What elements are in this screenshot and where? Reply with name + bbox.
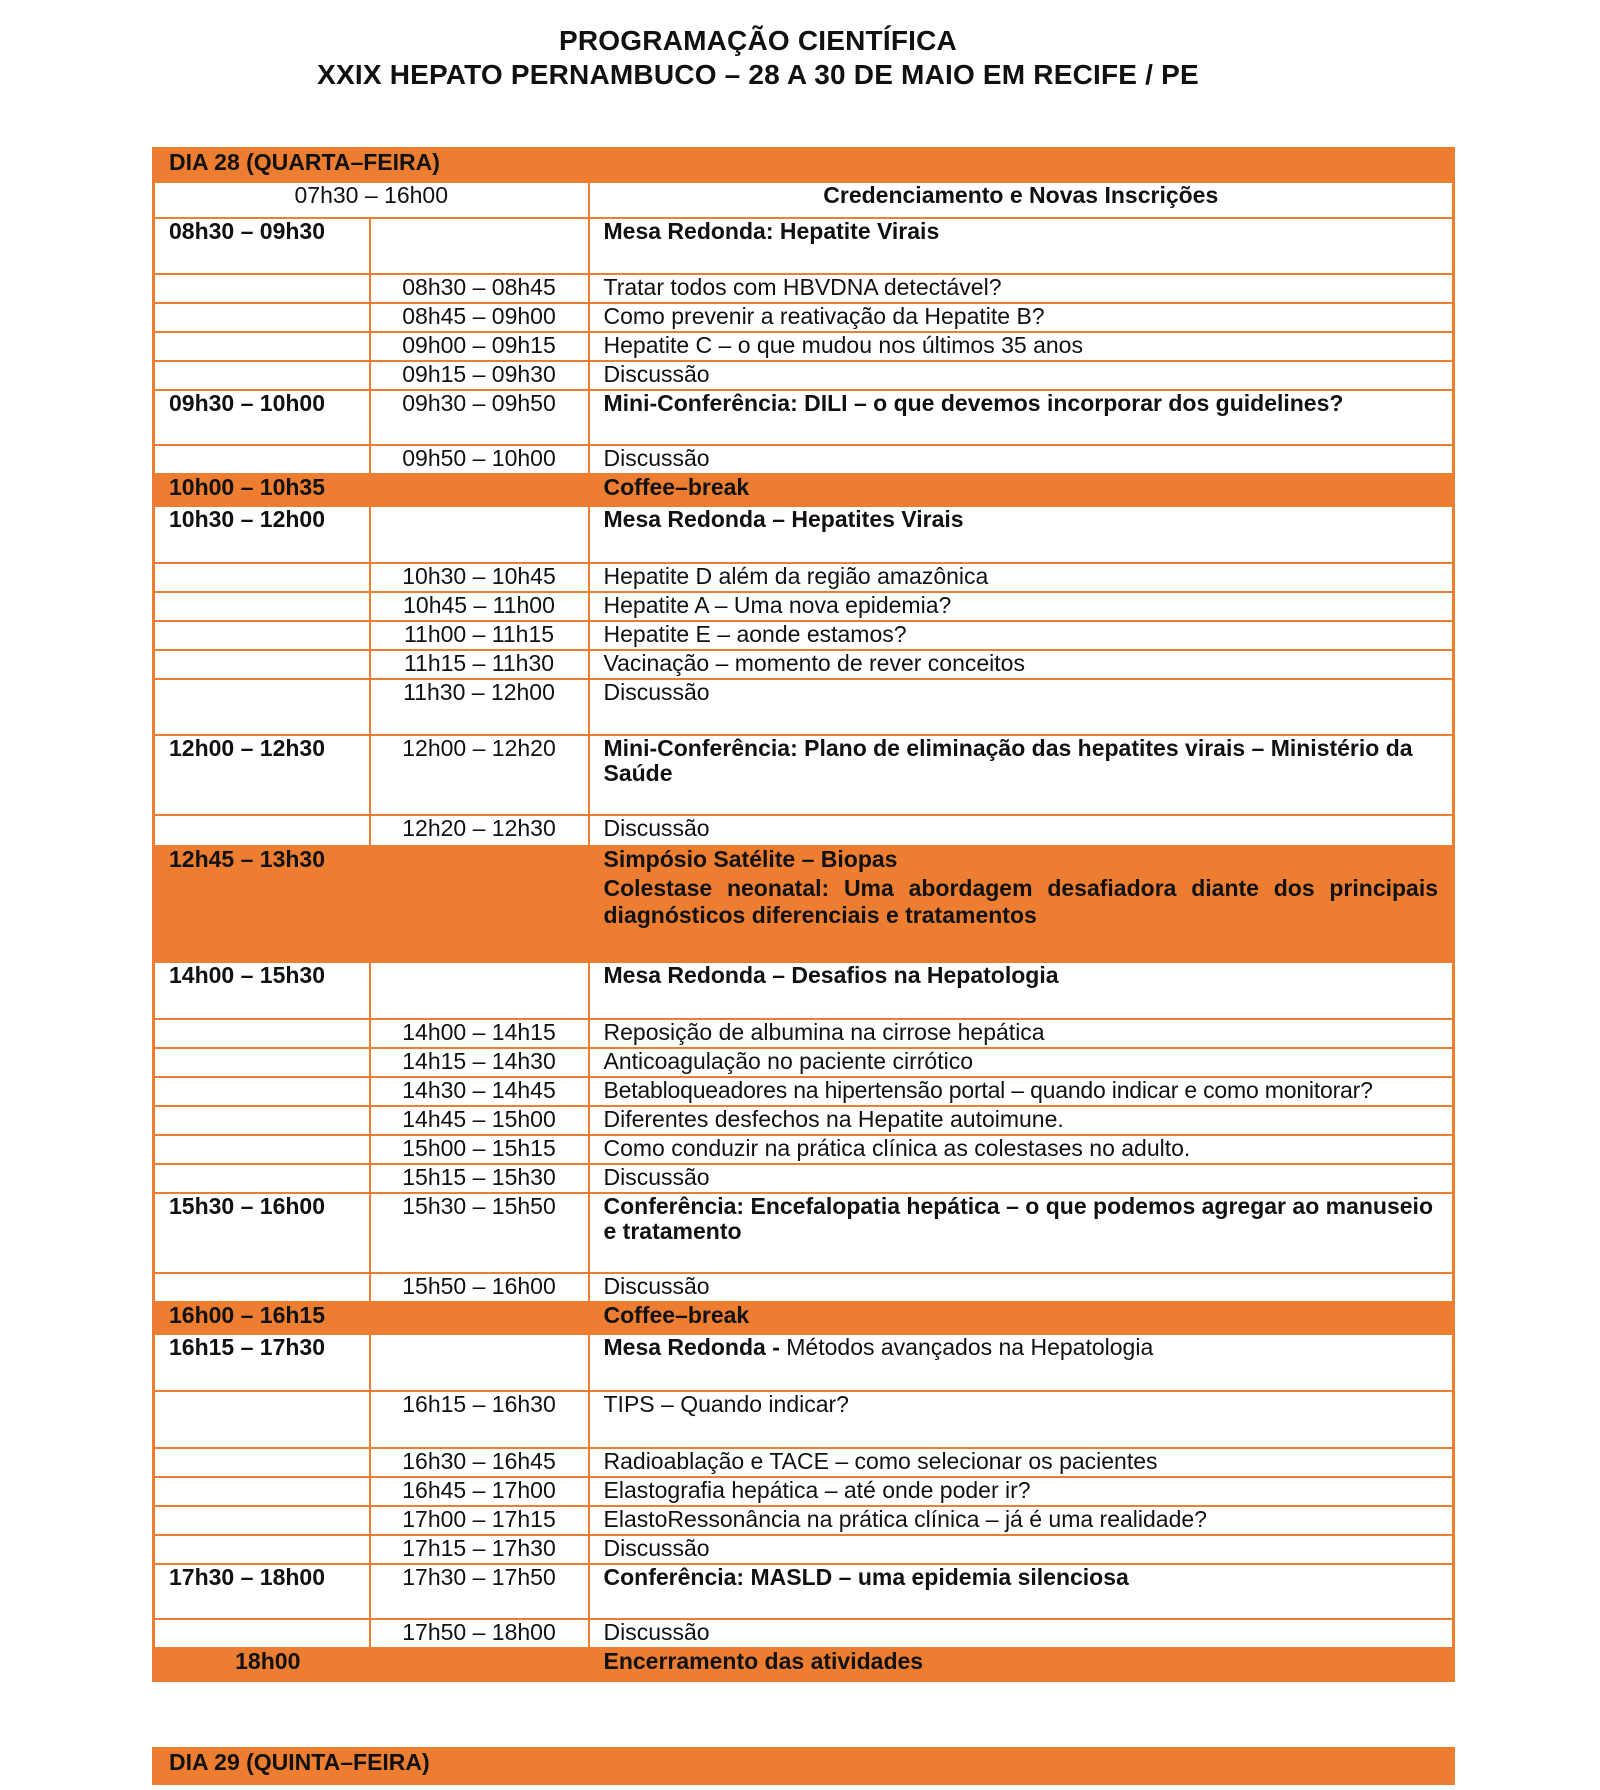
slot-time: 11h15 – 11h30 <box>370 650 589 679</box>
talk-title: Discussão <box>589 815 1454 846</box>
time-cell: 07h30 – 16h00 <box>154 182 589 218</box>
slot-time: 12h00 – 12h20 <box>370 735 589 815</box>
block-time: 14h00 – 15h30 <box>154 962 370 1019</box>
table-row <box>154 506 1454 563</box>
table-row <box>154 390 1454 445</box>
day-header-row <box>154 149 1454 182</box>
table-row <box>154 1106 1454 1135</box>
talk-title: Hepatite C – o que mudou nos últimos 35 anos <box>589 332 1454 361</box>
table-row <box>154 1477 1454 1506</box>
slot-time: 17h00 – 17h15 <box>370 1506 589 1535</box>
table-row <box>154 1135 1454 1164</box>
block-time: 17h30 – 18h00 <box>154 1564 370 1619</box>
symposium-title: Simpósio Satélite – Biopas <box>603 845 898 872</box>
coffee-break-row <box>154 474 1454 506</box>
slot-time: 08h30 – 08h45 <box>370 274 589 303</box>
slot-time: 08h45 – 09h00 <box>370 303 589 332</box>
talk-title: ElastoRessonância na prática clínica – já é uma realidade? <box>589 1506 1454 1535</box>
table-row <box>154 1019 1454 1048</box>
schedule-day-29 <box>152 1747 1455 1785</box>
block-time: 08h30 – 09h30 <box>154 218 370 274</box>
block-time: 15h30 – 16h00 <box>154 1193 370 1273</box>
talk-title: TIPS – Quando indicar? <box>589 1391 1454 1448</box>
symposium-cell <box>589 846 1454 962</box>
table-row <box>154 332 1454 361</box>
talk-title: Hepatite E – aonde estamos? <box>589 621 1454 650</box>
talk-title: Discussão <box>589 1619 1454 1648</box>
table-row <box>154 563 1454 592</box>
slot-time: 12h20 – 12h30 <box>370 815 589 846</box>
slot-time: 16h45 – 17h00 <box>370 1477 589 1506</box>
table-row <box>154 735 1454 815</box>
schedule-day-28 <box>152 147 1455 1682</box>
table-row <box>154 274 1454 303</box>
slot-time: 14h30 – 14h45 <box>370 1077 589 1106</box>
slot-time: 15h50 – 16h00 <box>370 1273 589 1302</box>
slot-time: 09h30 – 09h50 <box>370 390 589 445</box>
session-title: Mini-Conferência: DILI – o que devemos incorporar dos guidelines? <box>589 390 1454 445</box>
block-time: 18h00 <box>154 1648 370 1681</box>
table-row <box>154 182 1454 218</box>
talk-title: Discussão <box>589 361 1454 390</box>
talk-title: Discussão <box>589 1164 1454 1193</box>
block-time: 09h30 – 10h00 <box>154 390 370 445</box>
talk-title: Discussão <box>589 679 1454 735</box>
talk-title: Betabloqueadores na hipertensão portal – quando indicar e como monitorar? <box>589 1077 1454 1106</box>
table-row <box>154 1273 1454 1302</box>
session-title: Mesa Redonda: Hepatite Virais <box>589 218 1454 274</box>
talk-title: Hepatite D além da região amazônica <box>589 563 1454 592</box>
talk-title: Radioablação e TACE – como selecionar os pacientes <box>589 1448 1454 1477</box>
talk-title: Discussão <box>589 1273 1454 1302</box>
block-time: 10h00 – 10h35 <box>154 474 370 506</box>
table-row <box>154 1193 1454 1273</box>
table-row <box>154 303 1454 332</box>
slot-time: 14h00 – 14h15 <box>370 1019 589 1048</box>
table-row <box>154 1564 1454 1619</box>
day-header: DIA 29 (QUINTA–FEIRA) <box>154 1749 1454 1784</box>
day-header: DIA 28 (QUARTA–FEIRA) <box>154 149 1454 182</box>
slot-time: 10h45 – 11h00 <box>370 592 589 621</box>
table-row <box>154 815 1454 846</box>
closing-label: Encerramento das atividades <box>589 1648 1454 1681</box>
slot-time: 14h15 – 14h30 <box>370 1048 589 1077</box>
slot-time: 11h30 – 12h00 <box>370 679 589 735</box>
session-title-bold: Mesa Redonda - <box>603 1333 780 1360</box>
slot-time: 15h15 – 15h30 <box>370 1164 589 1193</box>
session-title-rest: Métodos avançados na Hepatologia <box>786 1333 1154 1360</box>
coffee-break-label: Coffee–break <box>589 1302 1454 1334</box>
talk-title: Tratar todos com HBVDNA detectável? <box>589 274 1454 303</box>
table-row <box>154 962 1454 1019</box>
talk-title: Anticoagulação no paciente cirrótico <box>589 1048 1454 1077</box>
slot-time: 09h00 – 09h15 <box>370 332 589 361</box>
table-row <box>154 1164 1454 1193</box>
slot-time: 09h15 – 09h30 <box>370 361 589 390</box>
table-row <box>154 679 1454 735</box>
talk-title: Discussão <box>589 445 1454 474</box>
block-time: 12h00 – 12h30 <box>154 735 370 815</box>
slot-time: 16h15 – 16h30 <box>370 1391 589 1448</box>
page-subtitle: XXIX HEPATO PERNAMBUCO – 28 A 30 DE MAIO EM RECIFE / PE <box>317 59 1199 90</box>
slot-time: 14h45 – 15h00 <box>370 1106 589 1135</box>
coffee-break-row <box>154 1302 1454 1334</box>
slot-time: 17h30 – 17h50 <box>370 1564 589 1619</box>
table-row <box>154 1334 1454 1391</box>
table-row <box>154 650 1454 679</box>
session-title: Mini-Conferência: Plano de eliminação das hepatites virais – Ministério da Saúde <box>589 735 1454 815</box>
table-row <box>154 445 1454 474</box>
block-time: 12h45 – 13h30 <box>154 846 370 962</box>
slot-time: 10h30 – 10h45 <box>370 563 589 592</box>
day-header-row <box>154 1749 1454 1784</box>
table-row <box>154 1048 1454 1077</box>
talk-title: Como prevenir a reativação da Hepatite B? <box>589 303 1454 332</box>
symposium-row <box>154 846 1454 962</box>
table-row <box>154 218 1454 274</box>
talk-title: Elastografia hepática – até onde poder ir? <box>589 1477 1454 1506</box>
table-row <box>154 361 1454 390</box>
session-title: Mesa Redonda – Hepatites Virais <box>589 506 1454 563</box>
table-row <box>154 621 1454 650</box>
session-title: Credenciamento e Novas Inscrições <box>589 182 1454 218</box>
table-row <box>154 1391 1454 1448</box>
talk-title: Diferentes desfechos na Hepatite autoimune. <box>589 1106 1454 1135</box>
table-row <box>154 1535 1454 1564</box>
coffee-break-label: Coffee–break <box>589 474 1454 506</box>
session-title: Conferência: MASLD – uma epidemia silenciosa <box>589 1564 1454 1619</box>
talk-title: Como conduzir na prática clínica as colestases no adulto. <box>589 1135 1454 1164</box>
slot-time: 16h30 – 16h45 <box>370 1448 589 1477</box>
talk-title: Reposição de albumina na cirrose hepática <box>589 1019 1454 1048</box>
slot-time: 09h50 – 10h00 <box>370 445 589 474</box>
table-row <box>154 1448 1454 1477</box>
table-row <box>154 1077 1454 1106</box>
block-time: 16h00 – 16h15 <box>154 1302 370 1334</box>
session-title <box>589 1334 1454 1391</box>
session-title: Conferência: Encefalopatia hepática – o que podemos agregar ao manuseio e tratamento <box>589 1193 1454 1273</box>
page-title: PROGRAMAÇÃO CIENTÍFICA <box>559 25 957 56</box>
table-row <box>154 1619 1454 1648</box>
slot-time: 17h50 – 18h00 <box>370 1619 589 1648</box>
slot-time: 15h30 – 15h50 <box>370 1193 589 1273</box>
slot-time: 15h00 – 15h15 <box>370 1135 589 1164</box>
talk-title: Hepatite A – Uma nova epidemia? <box>589 592 1454 621</box>
talk-title: Discussão <box>589 1535 1454 1564</box>
closing-row <box>154 1648 1454 1681</box>
table-row <box>154 592 1454 621</box>
block-time: 16h15 – 17h30 <box>154 1334 370 1391</box>
slot-time: 17h15 – 17h30 <box>370 1535 589 1564</box>
symposium-subtitle: Colestase neonatal: Uma abordagem desafiadora diante dos principais diagnósticos diferenciais e tratamentos <box>603 874 1439 928</box>
slot-time <box>370 218 589 274</box>
slot-time: 11h00 – 11h15 <box>370 621 589 650</box>
talk-title: Vacinação – momento de rever conceitos <box>589 650 1454 679</box>
session-title: Mesa Redonda – Desafios na Hepatologia <box>589 962 1454 1019</box>
table-row <box>154 1506 1454 1535</box>
block-time: 10h30 – 12h00 <box>154 506 370 563</box>
